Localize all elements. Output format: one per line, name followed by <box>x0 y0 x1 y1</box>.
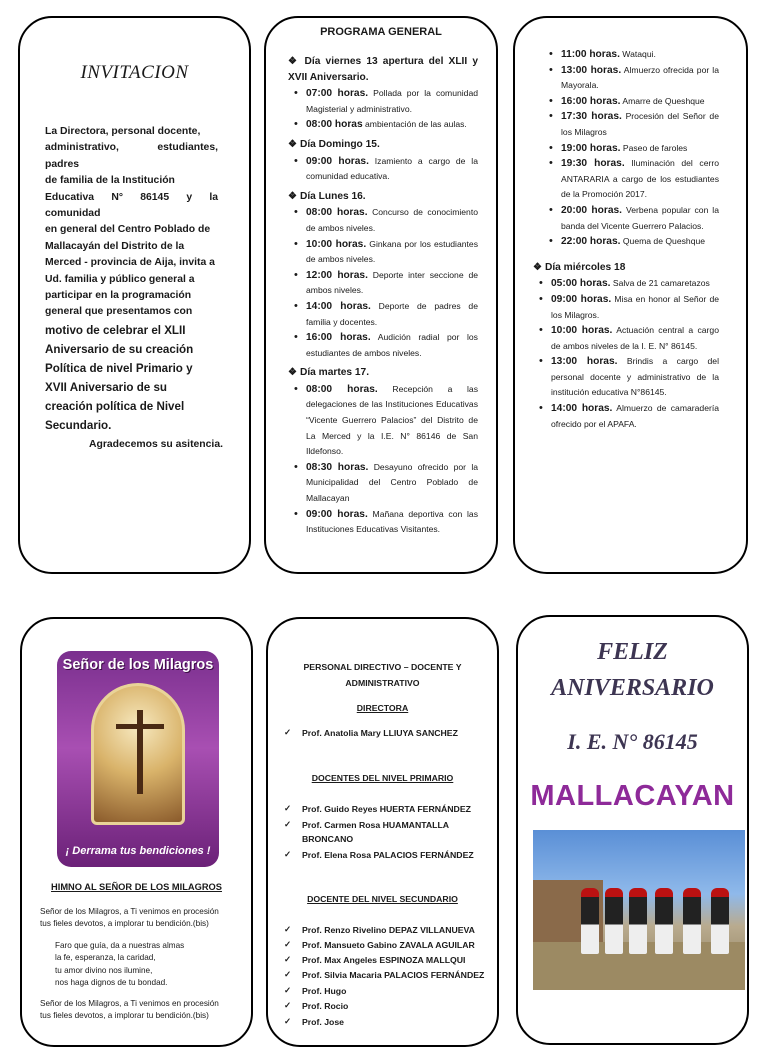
cover-panel <box>516 615 749 1045</box>
body-line: XVII Aniversario de su <box>45 380 167 394</box>
schedule-item <box>306 507 478 538</box>
list-item: ✓ Prof. Hugo <box>284 985 347 996</box>
body-line: motivo de celebrar el XLII <box>45 323 186 337</box>
schedule-hour: 13:00 horas. <box>561 64 622 76</box>
schedule-item <box>551 292 719 323</box>
staff-heading: PERSONAL DIRECTIVO – DOCENTE Y <box>303 662 462 672</box>
day-heading: ❖ Día Domingo 15. <box>288 138 380 150</box>
schedule-activity: Actuación central a cargo de ambos niveles de la I. E. N° 86145. <box>551 325 719 351</box>
schedule-activity: Pollada por la comunidad Magisterial y administrativo. <box>306 88 479 114</box>
primaria-heading: DOCENTES DEL NIVEL PRIMARIO <box>311 773 454 783</box>
body-line: Merced - provincia de Aija, invita a <box>45 257 215 269</box>
schedule-hour: 16:00 horas. <box>306 332 371 344</box>
schedule-item <box>306 382 478 460</box>
schedule-item <box>561 94 719 110</box>
schedule-list <box>533 276 719 432</box>
program-list-continued <box>533 47 719 432</box>
schedule-activity: Recepción a las delegaciones de las Instituciones Educativas “Vicente Guerrero Palacios” del Distrito de La Merced y la I.E. N° 86146 de San Ildefonso. <box>306 383 478 457</box>
invitation-title: INVITACION <box>80 62 189 83</box>
schedule-item <box>561 47 719 63</box>
body-line: de familia de la Institución <box>45 175 175 187</box>
program-list <box>288 54 478 538</box>
schedule-activity: Iluminación del cerro ANTARARIA a cargo de los estudiantes de la Promoción 2017. <box>561 158 719 200</box>
day-heading: ❖ Día martes 17. <box>288 367 370 379</box>
schedule-activity: Wataqui. <box>622 49 656 59</box>
schedule-hour: 10:00 horas. <box>551 325 613 337</box>
dancer-figure <box>655 888 673 954</box>
schedule-hour: 13:00 horas. <box>551 356 618 368</box>
schedule-item <box>561 234 719 250</box>
list-item: ✓ Prof. Silvia Macaria PALACIOS FERNÁNDEZ <box>284 969 485 980</box>
schedule-item <box>306 237 478 268</box>
list-item: ✓ Prof. Max Angeles ESPINOZA MALLQUI <box>284 954 466 965</box>
schedule-activity: ambientación de las aulas. <box>365 119 467 130</box>
schedule-list <box>288 382 478 538</box>
schedule-item <box>306 460 478 507</box>
check-icon: ✓ <box>284 1000 292 1010</box>
list-item: ✓ Prof. Anatolia Mary LLIUYA SANCHEZ <box>284 727 458 738</box>
schedule-hour: 09:00 horas. <box>551 293 612 305</box>
crucifix-image <box>91 683 185 825</box>
schedule-hour: 08:00 horas. <box>306 207 368 219</box>
list-item: ✓ Prof. Rocio <box>284 1000 349 1011</box>
schedule-hour: 20:00 horas. <box>561 204 623 216</box>
schedule-item <box>306 117 478 133</box>
schedule-activity: Audición radial por los estudiantes de ambos niveles. <box>306 332 478 358</box>
schedule-activity: Ginkana por los estudiantes de ambos niveles. <box>306 238 478 265</box>
schedule-list <box>533 47 719 250</box>
body-line: Aniversario de su creación <box>45 342 194 356</box>
dancer-figure <box>581 888 599 954</box>
body-line: en general del Centro Poblado de <box>45 224 211 236</box>
cover-feliz: FELIZ <box>597 639 668 665</box>
schedule-hour: 19:00 horas. <box>561 142 621 154</box>
dancer-figure <box>629 888 647 954</box>
cover-school-number: I. E. N° 86145 <box>567 729 698 754</box>
secundaria-heading: DOCENTE DEL NIVEL SECUNDARIO <box>307 894 458 904</box>
schedule-activity: Almuerzo ofrecida por la Mayorala. <box>561 64 719 91</box>
verse-line: Faro que guía, da a nuestras almas <box>55 941 185 950</box>
schedule-hour: 17:30 horas. <box>561 111 622 123</box>
schedule-activity: Brindis a cargo del personal docente y administrativo de la institución educativa N°86145. <box>551 356 719 398</box>
schedule-hour: 11:00 horas. <box>561 49 620 60</box>
schedule-hour: 14:00 horas. <box>551 403 613 415</box>
staff-panel <box>266 617 499 1047</box>
schedule-activity: Concurso de conocimiento de ambos niveles. <box>306 207 479 233</box>
hymn-panel <box>20 617 253 1047</box>
schedule-activity: Misa en honor al Señor de los Milagros. <box>551 293 719 320</box>
body-line: Ud. familia y público general a <box>45 273 195 285</box>
body-line: administrativo, estudiantes, padres <box>45 142 218 170</box>
verse-line: nos haga dignos de tu bondad. <box>55 977 168 987</box>
body-line: Educativa N° 86145 y la comunidad <box>45 191 218 220</box>
schedule-item <box>551 323 719 354</box>
check-icon: ✓ <box>284 939 292 949</box>
schedule-hour: 19:30 horas. <box>561 158 625 170</box>
schedule-hour: 05:00 horas. <box>551 278 611 290</box>
verse-line: Señor de los Milagros, a Ti venimos en procesión <box>40 907 219 916</box>
verse-line: tus fieles devotos, a implorar tu bendición.(bis) <box>40 1011 209 1021</box>
schedule-activity: Amarre de Queshque <box>622 95 705 106</box>
cross-icon <box>137 710 143 794</box>
schedule-activity: Salva de 21 camaretazos <box>612 278 710 289</box>
list-item: ✓ Prof. Carmen Rosa HUAMANTALLA BRONCANO <box>284 819 449 844</box>
thanks-text: Agradecemos su asitencia. <box>89 439 223 450</box>
schedule-activity: Quema de Queshque <box>622 236 706 247</box>
poster-title: Señor de los Milagros <box>62 657 214 673</box>
check-icon: ✓ <box>284 819 292 829</box>
dancer-figure <box>711 888 729 954</box>
body-line: La Directora, personal docente, <box>45 126 201 137</box>
schedule-activity: Mañana deportiva con las Instituciones Educativas Visitantes. <box>306 508 478 535</box>
verse-line: tu amor divino nos ilumine, <box>55 965 153 975</box>
schedule-activity: Izamiento a cargo de la comunidad educativa. <box>306 155 478 182</box>
schedule-item <box>306 154 478 185</box>
program-panel-right <box>513 16 748 574</box>
invitation-panel <box>18 16 251 574</box>
schedule-item <box>551 401 719 432</box>
schedule-hour: 09:00 horas. <box>306 155 369 167</box>
day-heading: ❖ Día viernes 13 apertura del XLII y XVII Aniversario. <box>288 56 478 83</box>
schedule-hour: 22:00 horas. <box>561 236 621 248</box>
program-panel-left <box>264 16 498 574</box>
cross-bar <box>116 724 164 729</box>
check-icon: ✓ <box>284 985 292 995</box>
check-icon: ✓ <box>284 924 292 934</box>
body-line: creación política de Nivel <box>45 399 185 413</box>
schedule-item <box>306 205 478 236</box>
dancers-photo <box>533 830 745 990</box>
schedule-activity: Deporte inter seccione de ambos niveles. <box>306 269 479 296</box>
body-line: general que presentamos con <box>45 306 193 318</box>
list-item: ✓ Prof. Renzo Rivelino DEPAZ VILLANUEVA <box>284 924 475 935</box>
schedule-list <box>288 154 478 185</box>
program-title: PROGRAMA GENERAL <box>320 26 442 38</box>
schedule-item <box>561 63 719 94</box>
schedule-list <box>288 205 478 361</box>
verse-line: Señor de los Milagros, a Ti venimos en procesión <box>40 999 219 1008</box>
dancer-figure <box>605 888 623 954</box>
body-line: Mallacayán del Distrito de la <box>45 240 185 252</box>
poster-subtitle: ¡ Derrama tus bendiciones ! <box>65 845 211 857</box>
schedule-item <box>551 276 719 292</box>
check-icon: ✓ <box>284 1016 292 1026</box>
schedule-activity: Desayuno ofrecido por la Municipalidad del Centro Poblado de Mallacayan <box>306 461 479 504</box>
schedule-hour: 08:00 horas <box>306 119 363 131</box>
schedule-hour: 09:00 horas. <box>306 508 368 520</box>
invitation-body <box>45 124 218 435</box>
schedule-item <box>561 141 719 157</box>
list-item: ✓ Prof. Jose <box>284 1016 345 1027</box>
staff-heading-2: ADMINISTRATIVO <box>345 678 420 688</box>
hymn-verse-3 <box>40 998 245 1023</box>
check-icon: ✓ <box>284 803 292 813</box>
hymn-title: HIMNO AL SEÑOR DE LOS MILAGROS <box>51 882 222 892</box>
body-line: Secundario. <box>45 418 112 432</box>
schedule-hour: 12:00 horas. <box>306 269 368 281</box>
verse-line: la fe, esperanza, la caridad, <box>55 953 156 963</box>
saint-poster-image <box>57 651 219 867</box>
schedule-list <box>288 86 478 133</box>
day-heading: ❖ Día Lunes 16. <box>288 190 366 202</box>
schedule-hour: 08:30 horas. <box>306 461 369 473</box>
schedule-item <box>561 203 719 234</box>
schedule-hour: 16:00 horas. <box>561 95 621 107</box>
hymn-verse-2 <box>55 940 253 989</box>
schedule-activity: Paseo de faroles <box>622 142 688 153</box>
check-icon: ✓ <box>284 849 292 859</box>
hymn-verse-1 <box>40 906 245 931</box>
schedule-item <box>561 156 719 203</box>
schedule-item <box>561 109 719 140</box>
schedule-item <box>306 299 478 330</box>
list-item: ✓ Prof. Mansueto Gabino ZAVALA AGUILAR <box>284 939 475 950</box>
check-icon: ✓ <box>284 969 292 979</box>
list-item: ✓ Prof. Elena Rosa PALACIOS FERNÁNDEZ <box>284 849 474 860</box>
verse-line: tus fieles devotos, a implorar tu bendición.(bis) <box>40 919 209 929</box>
directora-heading: DIRECTORA <box>356 703 409 713</box>
schedule-activity: Verbena popular con la banda del Vicente Guerrero Palacios. <box>561 204 719 231</box>
list-item: ✓ Prof. Guido Reyes HUERTA FERNÁNDEZ <box>284 803 471 814</box>
schedule-activity: Procesión del Señor de los Milagros <box>561 111 719 137</box>
schedule-item <box>306 330 478 361</box>
schedule-activity: Almuerzo de camaradería ofrecido por el APAFA. <box>551 403 720 429</box>
schedule-hour: 10:00 horas. <box>306 238 367 250</box>
schedule-item <box>306 86 478 117</box>
schedule-activity: Deporte de padres de familia y docentes. <box>306 300 478 327</box>
body-line: participar en la programación <box>45 290 192 302</box>
schedule-item <box>306 268 478 299</box>
schedule-hour: 14:00 horas. <box>306 300 371 312</box>
cover-place: MALLACAYAN <box>530 780 735 812</box>
body-line: Política de nivel Primario y <box>45 361 193 375</box>
dancer-figure <box>683 888 701 954</box>
schedule-hour: 08:00 horas. <box>306 383 378 395</box>
schedule-item <box>551 354 719 401</box>
check-icon: ✓ <box>284 954 292 964</box>
schedule-hour: 07:00 horas. <box>306 88 369 100</box>
check-icon: ✓ <box>284 727 292 737</box>
day-heading: ❖ Día miércoles 18 <box>533 261 626 273</box>
cover-aniversario: ANIVERSARIO <box>551 675 714 701</box>
